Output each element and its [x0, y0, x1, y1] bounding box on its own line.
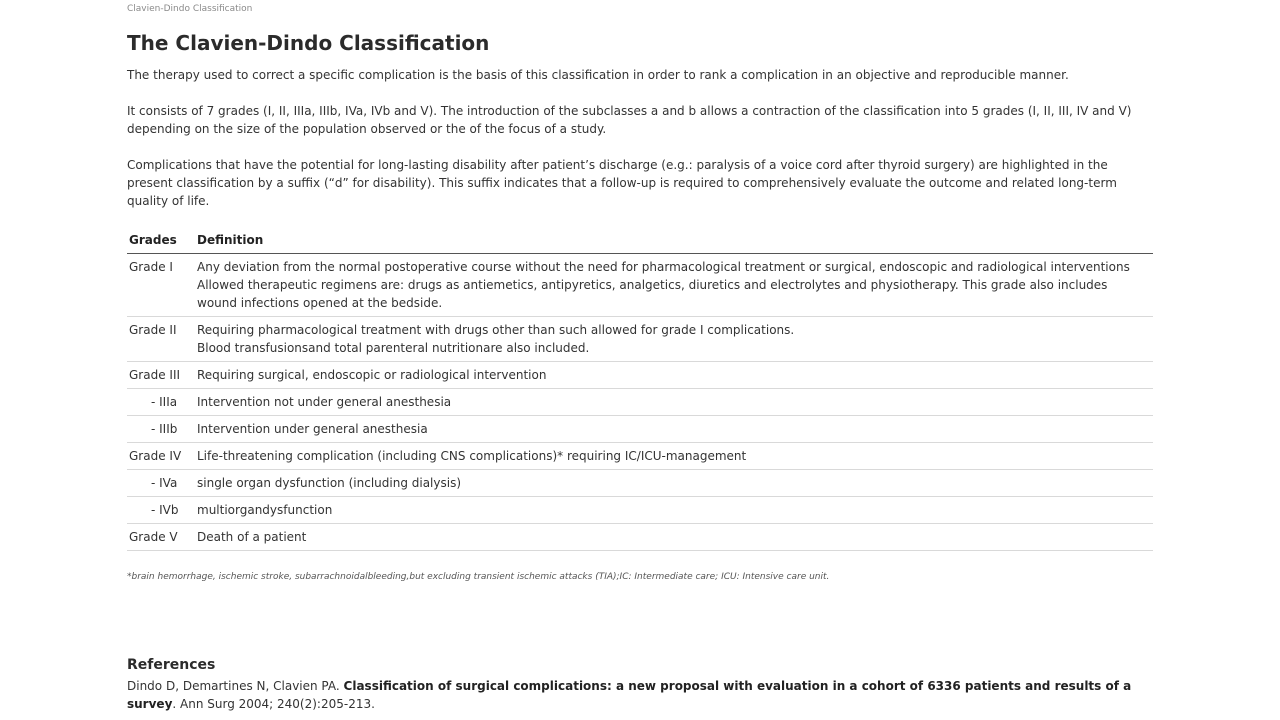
grades-paragraph: It consists of 7 grades (I, II, IIIa, IIIb, IVa, IVb and V). The introduction of the subclasses a and b allows a contraction of the classification into 5 grades (I, II, III, IV and V) depending on the size of the population observed or the of the focus of a study. — [127, 104, 1132, 136]
definition-cell — [195, 416, 1153, 443]
page-title: The Clavien-Dindo Classification — [127, 31, 490, 55]
table-row — [127, 524, 1153, 551]
definition-line: Intervention not under general anesthesia — [197, 395, 452, 409]
reference-citation: . Ann Surg 2004; 240(2):205-213. — [172, 697, 375, 711]
grade-cell: - IIIb — [127, 416, 195, 443]
definition-line: single organ dysfunction (including dialysis) — [197, 476, 462, 490]
table-row — [127, 443, 1153, 470]
definition-line: Requiring pharmacological treatment with drugs other than such allowed for grade I complications. — [197, 323, 795, 337]
reference-entry — [127, 677, 1151, 713]
definition-cell — [195, 362, 1153, 389]
table-row — [127, 254, 1153, 317]
table-row — [127, 497, 1153, 524]
definition-line: Any deviation from the normal postoperative course without the need for pharmacological treatment or surgical, endoscopic and radiological interventions — [197, 260, 1130, 274]
table-row — [127, 416, 1153, 443]
definition-cell — [195, 389, 1153, 416]
definition-line: Intervention under general anesthesia — [197, 422, 428, 436]
definition-cell — [195, 317, 1153, 362]
grade-cell: - IVa — [127, 470, 195, 497]
definition-line: Life-threatening complication (including CNS complications)* requiring IC/ICU-management — [197, 449, 747, 463]
definition-cell — [195, 524, 1153, 551]
breadcrumb[interactable]: Clavien-Dindo Classification — [127, 4, 253, 14]
definition-line: Death of a patient — [197, 530, 307, 544]
grade-cell: Grade III — [127, 362, 195, 389]
intro-paragraph: The therapy used to correct a specific complication is the basis of this classification in order to rank a complication in an objective and reproducible manner. — [127, 68, 1069, 82]
definition-line: Allowed therapeutic regimens are: drugs as antiemetics, antipyretics, analgetics, diuretics and electrolytes and physiotherapy. This grade also includes wound infections opened at the bedside. — [197, 278, 1108, 310]
table-header-row — [127, 230, 1153, 254]
table-row — [127, 470, 1153, 497]
definition-cell — [195, 470, 1153, 497]
table-row — [127, 389, 1153, 416]
definition-line: multiorgandysfunction — [197, 503, 333, 517]
definition-line: Requiring surgical, endoscopic or radiological intervention — [197, 368, 547, 382]
grades-column-header: Grades — [127, 230, 195, 254]
references-heading: References — [127, 657, 216, 673]
reference-article-title: Classification of surgical complications: a new proposal with evaluation in a cohort of 6336 patients and results of a survey — [127, 679, 1132, 711]
reference-authors: Dindo D, Demartines N, Clavien PA. — [127, 679, 344, 693]
definition-line: Blood transfusionsand total parenteral nutritionare also included. — [197, 341, 590, 355]
grade-cell: Grade II — [127, 317, 195, 362]
disability-paragraph: Complications that have the potential for long-lasting disability after patient’s discharge (e.g.: paralysis of a voice cord after thyroid surgery) are highlighted in the present classification by a suffix (“d” for disability). This suffix indicates that a follow-up is required to comprehensively evaluate the outcome and related long-term quality of life. — [127, 158, 1117, 208]
definition-cell — [195, 443, 1153, 470]
table-row — [127, 362, 1153, 389]
definition-column-header: Definition — [195, 230, 1153, 254]
table-row — [127, 317, 1153, 362]
definition-cell — [195, 497, 1153, 524]
grade-cell: Grade IV — [127, 443, 195, 470]
table-footnote: *brain hemorrhage, ischemic stroke, subarrachnoidalbleeding,but excluding transient ischemic attacks (TIA);IC: Intermediate care; ICU: Intensive care unit. — [127, 572, 830, 582]
definition-cell — [195, 254, 1153, 317]
grade-cell: Grade V — [127, 524, 195, 551]
grade-cell: Grade I — [127, 254, 195, 317]
grade-cell: - IIIa — [127, 389, 195, 416]
classification-table — [127, 230, 1153, 551]
grade-cell: - IVb — [127, 497, 195, 524]
